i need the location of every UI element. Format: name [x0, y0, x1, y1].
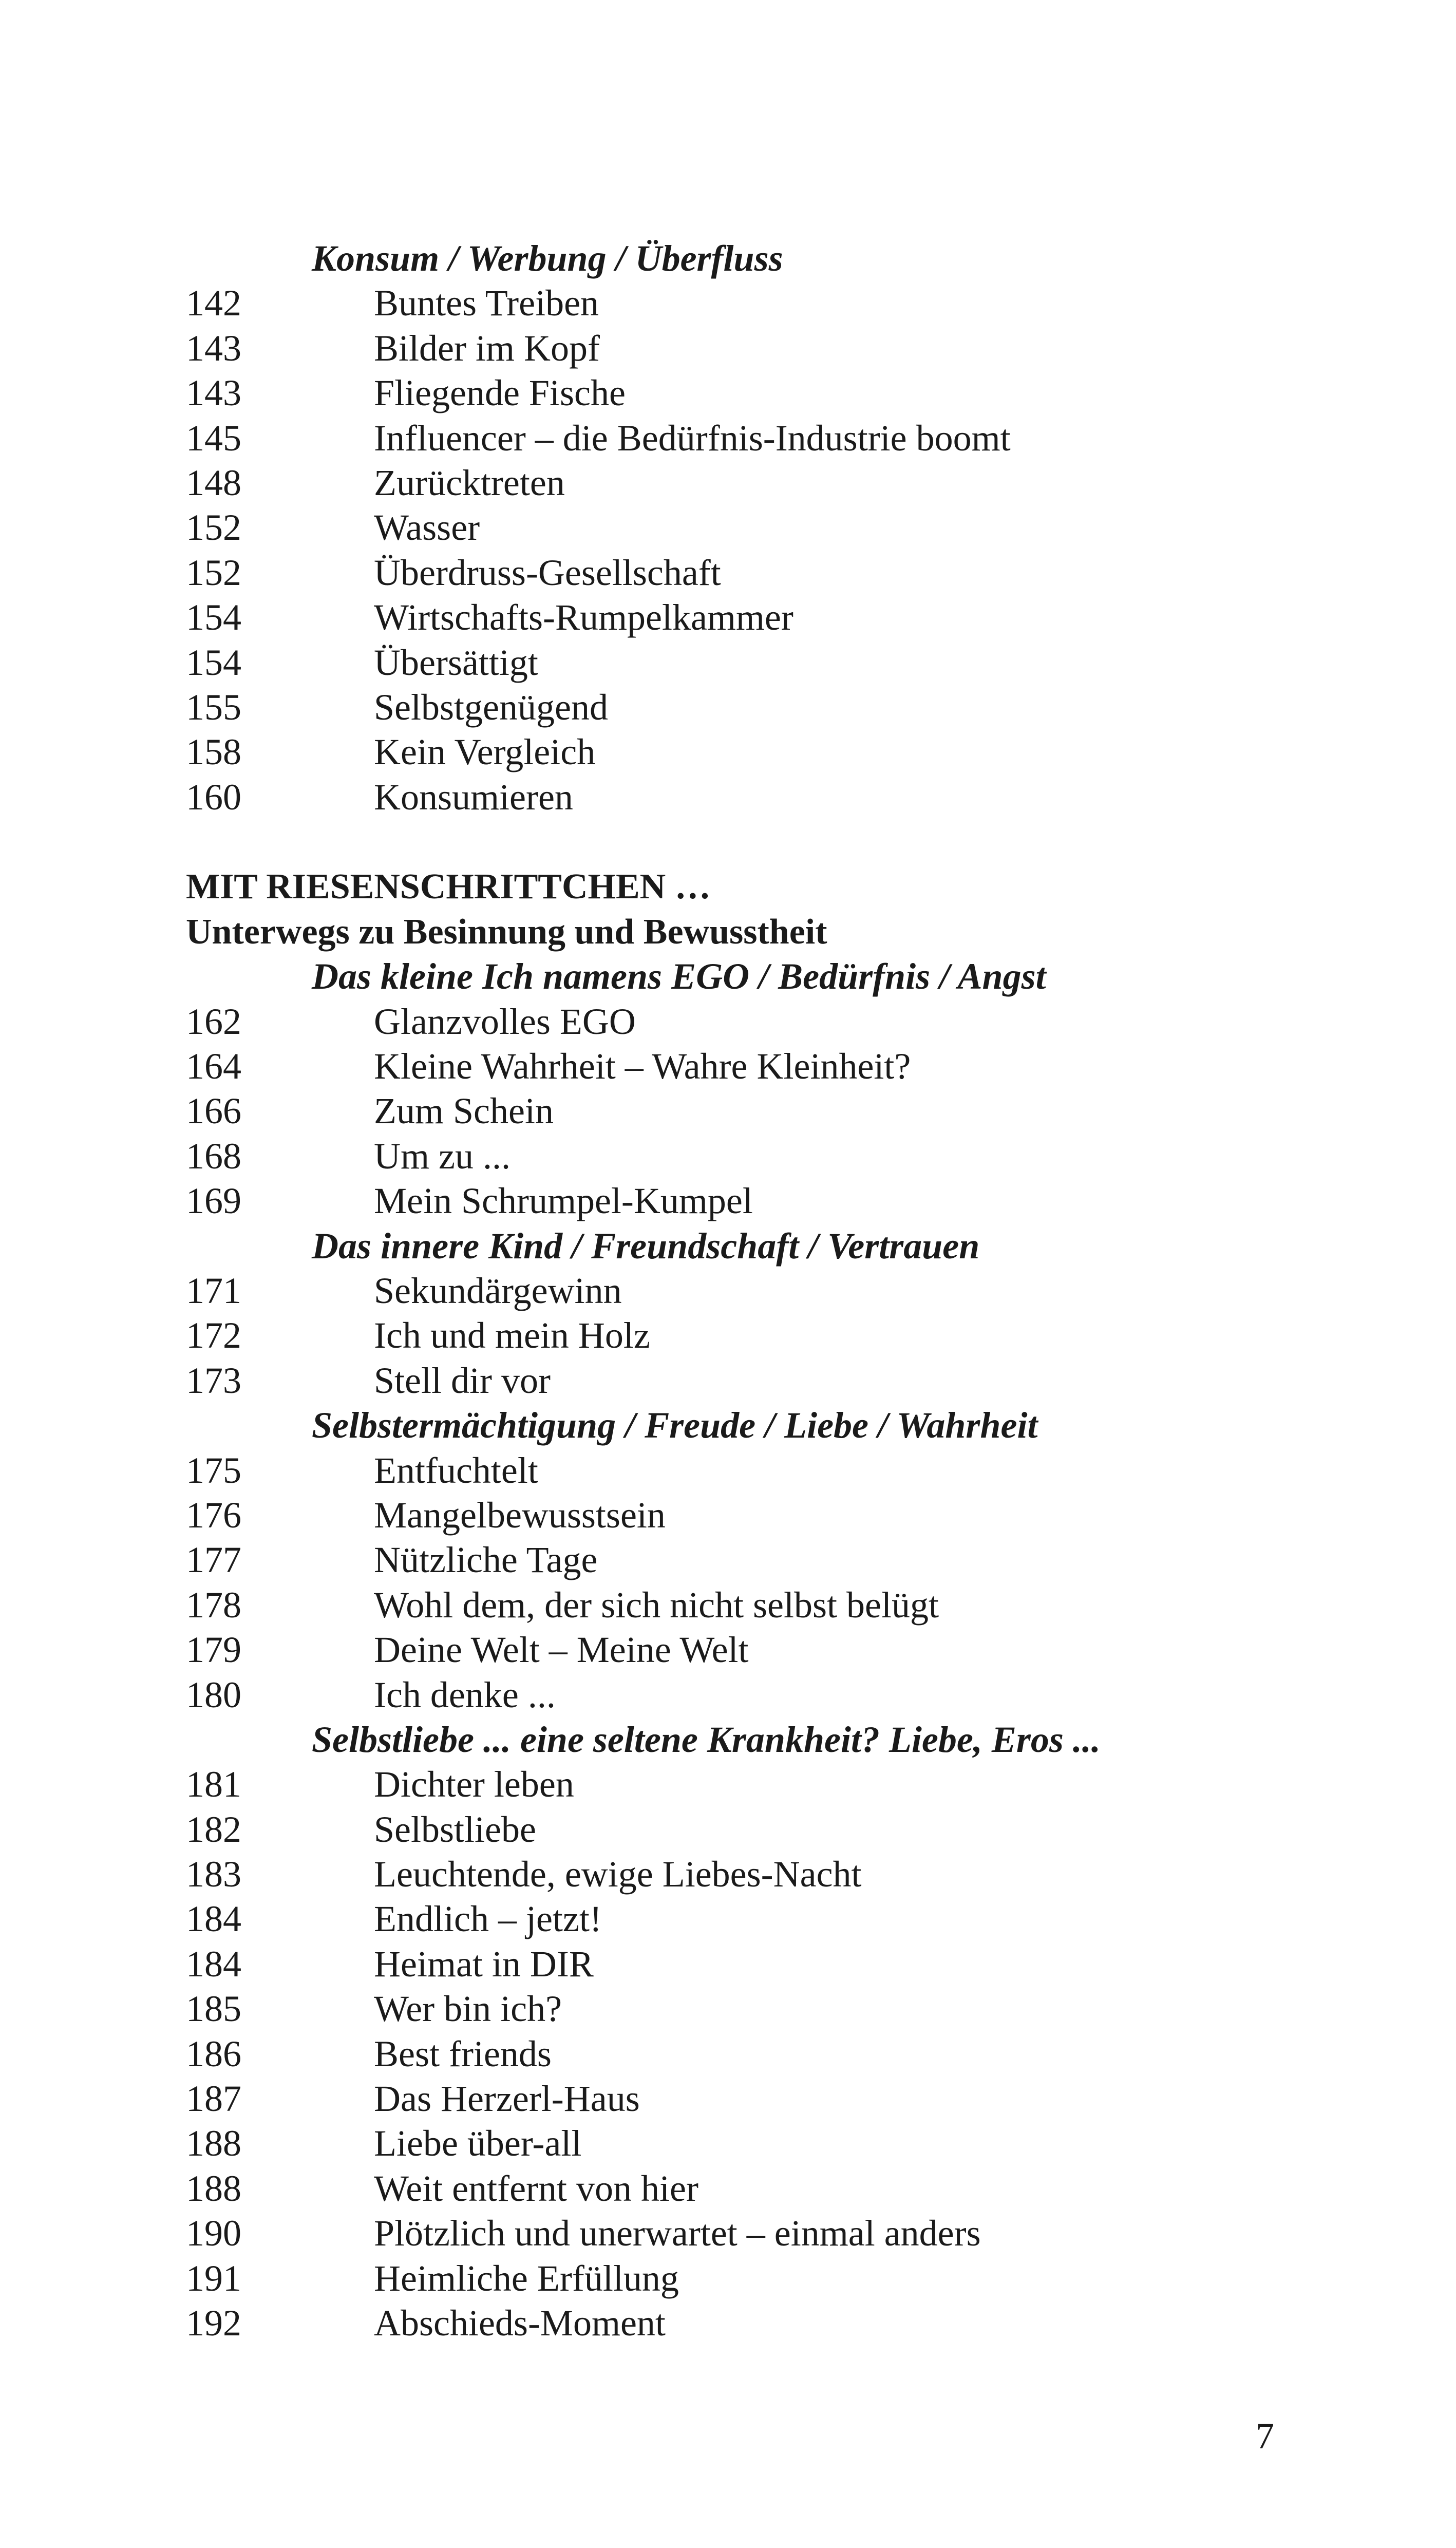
toc-entry-title: Zurücktreten	[374, 462, 565, 503]
toc-entry-page-number: 186	[186, 2033, 241, 2074]
toc-entry	[186, 1313, 1316, 1358]
toc-entry	[186, 640, 1316, 685]
toc-entry-title: Selbstliebe	[374, 1808, 536, 1850]
toc-entry-title: Deine Welt – Meine Welt	[374, 1629, 749, 1671]
toc-entry-title: Heimliche Erfüllung	[374, 2257, 679, 2299]
toc-entry-title: Kleine Wahrheit – Wahre Kleinheit?	[374, 1046, 911, 1087]
part-subtitle: Unterwegs zu Besinnung und Bewusstheit	[186, 912, 827, 952]
toc-entry-page-number: 173	[186, 1360, 241, 1401]
toc-entry-page-number: 185	[186, 1988, 241, 2030]
toc-entry-page-number: 166	[186, 1090, 241, 1132]
toc-entry	[186, 371, 1316, 416]
toc-entry-page-number: 171	[186, 1270, 241, 1311]
toc-entry-page-number: 184	[186, 1943, 241, 1985]
toc-entry	[186, 775, 1316, 820]
toc-entry-title: Übersättigt	[374, 641, 538, 683]
toc-entry-page-number: 169	[186, 1180, 241, 1222]
toc-entry-title: Ich und mein Holz	[374, 1315, 650, 1356]
toc-entry	[186, 461, 1316, 505]
toc-entry	[186, 1673, 1316, 1717]
section-subheading: Das innere Kind / Freundschaft / Vertrauen	[312, 1225, 980, 1267]
toc-entry	[186, 2301, 1316, 2346]
toc-entry-page-number: 182	[186, 1808, 241, 1850]
section-entries	[186, 1448, 1316, 1717]
toc-entry	[186, 2077, 1316, 2121]
toc-entry	[186, 505, 1316, 550]
toc-entry-page-number: 145	[186, 417, 241, 459]
section-gap	[186, 820, 1316, 864]
toc-entry-page-number: 187	[186, 2078, 241, 2120]
toc-entry-page-number: 152	[186, 552, 241, 593]
toc-entry-title: Stell dir vor	[374, 1360, 551, 1401]
toc-entry-page-number: 175	[186, 1449, 241, 1491]
toc-entry	[186, 1448, 1316, 1493]
toc-entry-title: Sekundärgewinn	[374, 1270, 622, 1311]
toc-entry	[186, 1942, 1316, 1987]
toc-entry-title: Weit entfernt von hier	[374, 2167, 698, 2209]
toc-entry-title: Heimat in DIR	[374, 1943, 594, 1985]
section-entries	[186, 1269, 1316, 1403]
toc-entry	[186, 595, 1316, 640]
toc-entry	[186, 1538, 1316, 1582]
toc-entry-page-number: 181	[186, 1764, 241, 1805]
toc-entry	[186, 1179, 1316, 1223]
toc-entry-title: Mangelbewusstsein	[374, 1494, 666, 1536]
section-subheading: Selbstermächtigung / Freude / Liebe / Wahrheit	[312, 1405, 1038, 1446]
toc-entry-page-number: 177	[186, 1539, 241, 1581]
toc-entry-page-number: 180	[186, 1674, 241, 1715]
toc-entry-title: Konsumieren	[374, 776, 573, 818]
toc-entry-page-number: 179	[186, 1629, 241, 1671]
toc-entry	[186, 1044, 1316, 1089]
toc-entry	[186, 1852, 1316, 1897]
toc-entry	[186, 416, 1316, 461]
part-heading: MIT RIESENSCHRITTCHEN …	[186, 867, 711, 907]
toc-entry	[186, 326, 1316, 371]
toc-entry-page-number: 142	[186, 282, 241, 324]
toc-entry-page-number: 184	[186, 1898, 241, 1940]
toc-entry-title: Bilder im Kopf	[374, 327, 600, 369]
toc-entry-title: Fliegende Fische	[374, 372, 626, 414]
toc-entry-page-number: 154	[186, 641, 241, 683]
toc-entry-title: Plötzlich und unerwartet – einmal anders	[374, 2213, 981, 2254]
section-entries	[186, 1762, 1316, 2346]
toc-entry-page-number: 160	[186, 776, 241, 818]
section-entries	[186, 999, 1316, 1224]
toc-entry-page-number: 162	[186, 1001, 241, 1042]
toc-entry-page-number: 143	[186, 327, 241, 369]
section-subheading: Selbstliebe ... eine seltene Krankheit? Liebe, Eros ...	[312, 1719, 1101, 1760]
table-of-contents	[186, 236, 1316, 2346]
toc-entry-page-number: 158	[186, 731, 241, 773]
toc-entry	[186, 1134, 1316, 1179]
toc-entry-title: Dichter leben	[374, 1764, 574, 1805]
toc-entry	[186, 551, 1316, 595]
toc-entry-title: Entfuchtelt	[374, 1449, 538, 1491]
toc-entry	[186, 1628, 1316, 1672]
toc-entry-page-number: 188	[186, 2167, 241, 2209]
toc-entry-title: Wirtschafts-Rumpelkammer	[374, 597, 793, 638]
toc-entry-title: Wer bin ich?	[374, 1988, 562, 2030]
toc-entry-page-number: 155	[186, 686, 241, 728]
section-entries	[186, 281, 1316, 820]
toc-entry-title: Wasser	[374, 507, 480, 549]
toc-entry	[186, 730, 1316, 775]
toc-entry	[186, 2166, 1316, 2211]
toc-entry-page-number: 164	[186, 1046, 241, 1087]
toc-entry	[186, 685, 1316, 730]
section-subheading: Konsum / Werbung / Überfluss	[312, 238, 783, 279]
toc-entry-title: Endlich – jetzt!	[374, 1898, 602, 1940]
toc-entry	[186, 1583, 1316, 1628]
toc-entry-page-number: 152	[186, 507, 241, 549]
toc-entry-title: Nützliche Tage	[374, 1539, 598, 1581]
toc-entry	[186, 1493, 1316, 1538]
toc-entry	[186, 2121, 1316, 2166]
toc-entry	[186, 1807, 1316, 1852]
toc-entry-title: Best friends	[374, 2033, 552, 2074]
toc-entry	[186, 1089, 1316, 1134]
toc-entry	[186, 2032, 1316, 2077]
toc-entry-title: Abschieds-Moment	[374, 2302, 666, 2344]
toc-entry-page-number: 183	[186, 1854, 241, 1895]
toc-entry-page-number: 172	[186, 1315, 241, 1356]
toc-entry-page-number: 143	[186, 372, 241, 414]
toc-entry-page-number: 176	[186, 1494, 241, 1536]
toc-entry-title: Mein Schrumpel-Kumpel	[374, 1180, 753, 1222]
toc-entry-title: Ich denke ...	[374, 1674, 556, 1715]
toc-entry-title: Das Herzerl-Haus	[374, 2078, 640, 2120]
toc-entry	[186, 999, 1316, 1044]
toc-entry-title: Um zu ...	[374, 1135, 510, 1177]
toc-entry-title: Kein Vergleich	[374, 731, 596, 773]
toc-entry	[186, 1269, 1316, 1313]
toc-entry-page-number: 178	[186, 1584, 241, 1626]
toc-entry-title: Leuchtende, ewige Liebes-Nacht	[374, 1854, 862, 1895]
toc-entry	[186, 2211, 1316, 2256]
page-number: 7	[1256, 2415, 1274, 2457]
toc-entry-title: Überdruss-Gesellschaft	[374, 552, 721, 593]
toc-entry	[186, 1897, 1316, 1941]
toc-entry-page-number: 188	[186, 2123, 241, 2164]
toc-entry	[186, 2256, 1316, 2301]
toc-entry-title: Zum Schein	[374, 1090, 554, 1132]
toc-entry	[186, 1987, 1316, 2031]
toc-entry	[186, 1358, 1316, 1403]
toc-entry	[186, 1762, 1316, 1807]
toc-entry-title: Glanzvolles EGO	[374, 1001, 636, 1042]
toc-entry-title: Liebe über-all	[374, 2123, 582, 2164]
toc-entry-page-number: 190	[186, 2213, 241, 2254]
toc-entry-title: Wohl dem, der sich nicht selbst belügt	[374, 1584, 939, 1626]
toc-entry-title: Influencer – die Bedürfnis-Industrie boomt	[374, 417, 1011, 459]
toc-entry-page-number: 192	[186, 2302, 241, 2344]
toc-entry-title: Selbstgenügend	[374, 686, 608, 728]
toc-entry-title: Buntes Treiben	[374, 282, 599, 324]
section-subheading: Das kleine Ich namens EGO / Bedürfnis / Angst	[312, 956, 1046, 997]
toc-entry-page-number: 191	[186, 2257, 241, 2299]
toc-entry	[186, 281, 1316, 326]
toc-entry-page-number: 168	[186, 1135, 241, 1177]
toc-entry-page-number: 154	[186, 597, 241, 638]
toc-entry-page-number: 148	[186, 462, 241, 503]
